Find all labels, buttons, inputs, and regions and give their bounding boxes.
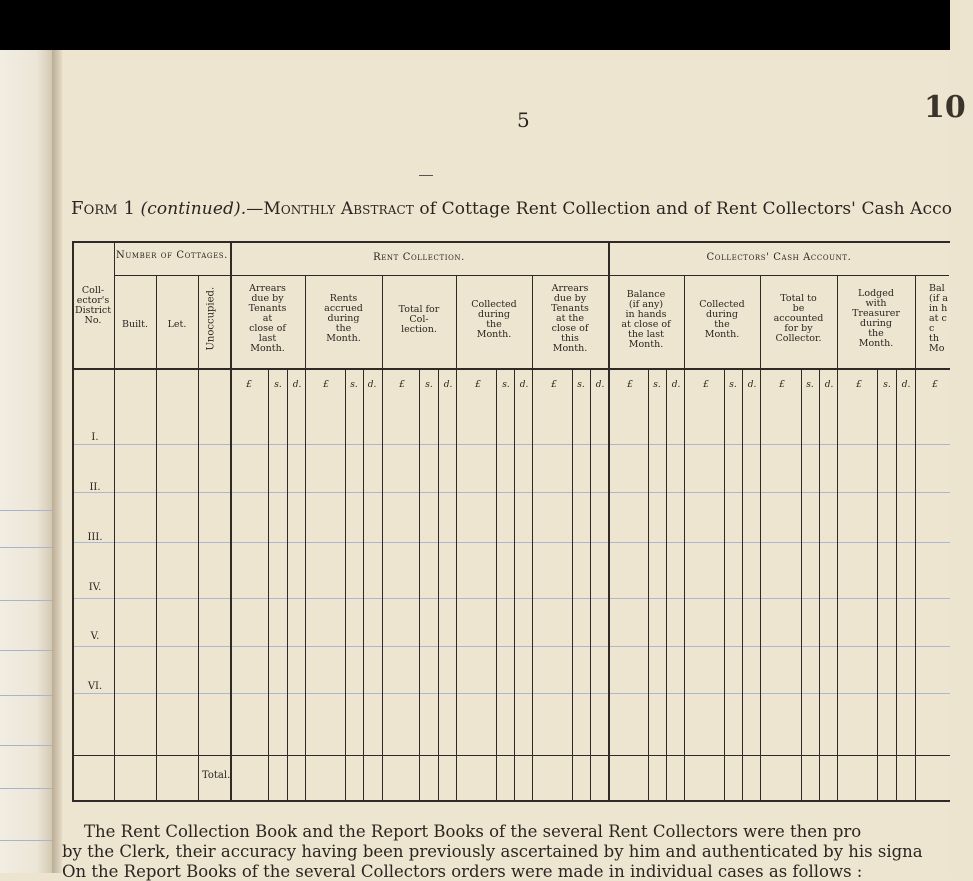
pence-symbol: d. xyxy=(595,380,605,390)
shillings-symbol: s. xyxy=(806,380,814,390)
pence-symbol: d. xyxy=(901,380,911,390)
paragraph-line: by the Clerk, their accuracy having been previously ascertained by him and authenticated by his signa xyxy=(62,842,923,861)
pence-symbol: d. xyxy=(292,380,302,390)
header-rents-accrued: Rents accrued during the Month. xyxy=(324,293,363,344)
row-label: IV. xyxy=(88,582,102,593)
pence-symbol: d. xyxy=(824,380,834,390)
row-label: I. xyxy=(91,432,99,443)
paragraph-line: The Rent Collection Book and the Report Books of the several Rent Collectors were then pro xyxy=(84,822,862,841)
header-balance: Balance (if any) in hands at close of the last Month. xyxy=(621,289,671,350)
title-caps: Monthly Abstract xyxy=(263,199,414,219)
left-facing-page-edge xyxy=(0,50,52,873)
pence-symbol: d. xyxy=(519,380,529,390)
header-collector-district: Coll- ector's District No. xyxy=(74,285,112,326)
shillings-symbol: s. xyxy=(577,380,585,390)
pounds-symbol: £ xyxy=(856,380,862,390)
shillings-symbol: s. xyxy=(274,380,282,390)
pounds-symbol: £ xyxy=(323,380,329,390)
shillings-symbol: s. xyxy=(653,380,661,390)
title-rest: of Cottage Rent Collection and of Rent Collectors' Cash Acco xyxy=(413,199,953,219)
header-total-for-collection: Total for Col- lection. xyxy=(398,304,440,335)
header-unoccupied: Unoccupied. xyxy=(205,286,217,351)
pounds-symbol: £ xyxy=(627,380,633,390)
title-dash: — xyxy=(246,199,264,219)
header-let: Let. xyxy=(167,319,187,330)
page-number: 5 xyxy=(517,108,530,132)
header-collected-rent: Collected during the Month. xyxy=(471,299,517,340)
document-page xyxy=(62,50,966,881)
shillings-symbol: s. xyxy=(350,380,358,390)
total-label: Total. xyxy=(202,770,231,781)
header-arrears-end: Arrears due by Tenants at the close of this Month. xyxy=(551,283,589,354)
pounds-symbol: £ xyxy=(703,380,709,390)
next-page-number: 10 xyxy=(924,90,966,125)
pounds-symbol: £ xyxy=(932,380,938,390)
shillings-symbol: s. xyxy=(425,380,433,390)
header-rent-collection: Rent Collection. xyxy=(373,252,465,263)
header-collectors-cash-account: Collectors' Cash Account. xyxy=(706,252,852,263)
shillings-symbol: s. xyxy=(502,380,510,390)
abstract-table xyxy=(62,50,953,873)
header-built: Built. xyxy=(121,319,148,330)
row-label: VI. xyxy=(87,681,103,692)
pounds-symbol: £ xyxy=(246,380,252,390)
scan-top-bar xyxy=(0,0,950,50)
pence-symbol: d. xyxy=(367,380,377,390)
shillings-symbol: s. xyxy=(883,380,891,390)
row-label: II. xyxy=(89,482,101,493)
header-balance-end: Bal (if a in h at c c th Mo xyxy=(929,283,948,354)
shillings-symbol: s. xyxy=(729,380,737,390)
pounds-symbol: £ xyxy=(399,380,405,390)
continued-label: (continued). xyxy=(140,199,247,219)
row-label: V. xyxy=(90,631,100,642)
pounds-symbol: £ xyxy=(475,380,481,390)
header-total-accounted: Total to be accounted for by Collector. xyxy=(773,293,824,344)
pence-symbol: d. xyxy=(671,380,681,390)
book-gutter xyxy=(52,50,62,873)
header-arrears-start: Arrears due by Tenants at close of last Month. xyxy=(248,283,287,354)
pounds-symbol: £ xyxy=(779,380,785,390)
header-number-of-cottages: Number of Cottages. xyxy=(116,250,228,261)
pence-symbol: d. xyxy=(443,380,453,390)
paragraph-line: On the Report Books of the several Collectors orders were made in individual cases as follows : xyxy=(62,862,863,881)
pounds-symbol: £ xyxy=(551,380,557,390)
row-label: III. xyxy=(87,532,103,543)
form-label: Form 1 xyxy=(71,198,136,219)
header-collected-cash: Collected during the Month. xyxy=(699,299,745,340)
header-lodged: Lodged with Treasurer during the Month. xyxy=(852,288,900,349)
pence-symbol: d. xyxy=(747,380,757,390)
